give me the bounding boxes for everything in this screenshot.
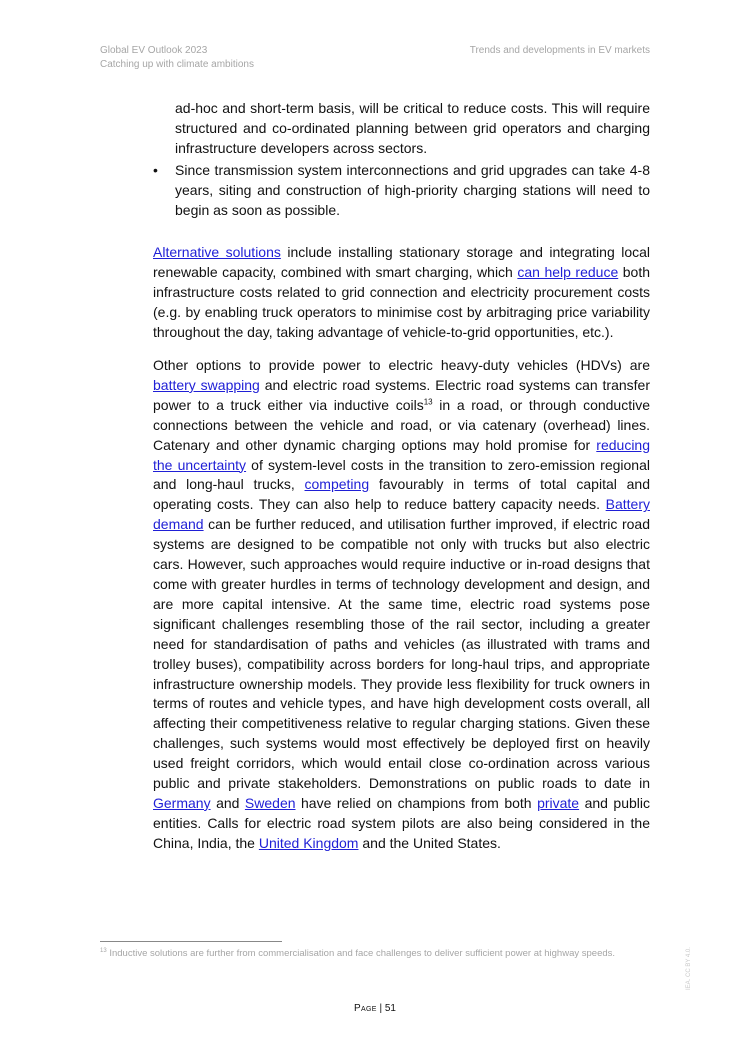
paragraph-other-options	[153, 356, 650, 854]
text-span: and the United States.	[358, 834, 501, 851]
running-header-right: Trends and developments in EV markets	[469, 45, 650, 56]
footnote	[100, 948, 615, 960]
link-battery-demand[interactable]: Battery demand	[153, 496, 650, 533]
text-span: can be further reduced, and utilisation further improved, if electric road systems are designed to be compatible not only with trucks but also electric cars. However, such approaches would require inductive or in-road designs that come with greater hurdles in terms of technology development and design, and are more capital intensive. At the same time, electric road systems pose significant challenges resembling those of the rail sector, including a greater need for standardisation of paths and vehicles (as illustrated with trams and trolley buses), compatibility across borders for long-haul trips, and appropriate infrastructure ownership models. They provide less flexibility for truck owners in terms of routes and vehicle types, and have high development costs overall, all affecting their competitiveness relative to regular charging stations. Given these challenges, such systems would most effectively be deployed first on heavily used freight corridors, which would entail close co-ordination across various public and private stakeholders. Demonstrations on public roads to date in	[153, 516, 650, 792]
running-header-left	[100, 44, 254, 72]
page-number	[0, 1003, 750, 1014]
footnote-text: Inductive solutions are further from commercialisation and face challenges to deliver sufficient power at highway speeds.	[106, 948, 616, 959]
text-span: include installing stationary storage and integrating local renewable capacity, combined with smart charging, which	[153, 244, 650, 280]
text-span: Other options to provide power to electric heavy-duty vehicles (HDVs) are	[153, 357, 650, 373]
bullet-text: Since transmission system interconnections and grid upgrades can take 4-8 years, siting and construction of high-priority charging stations will need to begin as soon as possible.	[175, 162, 650, 218]
text-span: both infrastructure costs related to grid connection and electricity procurement costs (e.g. by enabling truck operators to minimise cost by arbitraging price variability throughout the day, taking advantage of vehicle-to-grid opportunities, etc.).	[153, 263, 650, 340]
page-separator: |	[376, 1003, 385, 1014]
text-span: favourably in terms of total capital and operating costs. They can also help to reduce battery capacity needs.	[153, 476, 650, 513]
text-span: and	[210, 794, 245, 811]
text-span: in a road, or through conductive connections between the vehicle and road, or via catenary (overhead) lines. Catenary and other dynamic charging options may hold promise for	[153, 396, 650, 453]
text-span: have relied on champions from both	[295, 794, 538, 811]
link-competing[interactable]: competing	[304, 476, 370, 493]
report-subtitle: Catching up with climate ambitions	[100, 59, 254, 70]
text-span: of system-level costs in the transition to zero-emission regional and long-haul trucks,	[153, 456, 650, 493]
text-span: and electric road systems. Electric road systems can transfer power to a truck either via inductive coils	[153, 376, 651, 413]
footnote-number: 13	[100, 947, 107, 954]
bullet-item	[153, 161, 650, 221]
link-alternative-solutions[interactable]: Alternative solutions	[153, 244, 281, 260]
bullet-marker: •	[153, 162, 158, 178]
link-private[interactable]: private	[537, 794, 580, 811]
report-title: Global EV Outlook 2023	[100, 45, 208, 56]
link-can-help-reduce[interactable]: can help reduce	[517, 263, 619, 280]
footnote-reference: 13	[423, 397, 433, 407]
text-span: and public entities. Calls for electric road system pilots are also being considered in the China, India, the	[153, 794, 651, 851]
link-germany[interactable]: Germany	[153, 794, 211, 811]
footnote-divider	[100, 941, 282, 942]
page-label: Page	[354, 1003, 377, 1014]
link-battery-swapping[interactable]: battery swapping	[153, 376, 260, 393]
license-note: IEA. CC BY 4.0.	[686, 947, 692, 990]
link-reducing-the-uncertainty[interactable]: reducing the uncertainty	[153, 436, 650, 473]
page-number-value: 51	[384, 1003, 396, 1014]
paragraph-alternative-solutions	[153, 243, 650, 343]
link-sweden[interactable]: Sweden	[244, 794, 296, 811]
link-united-kingdom[interactable]: United Kingdom	[258, 834, 359, 851]
continued-bullet-text: ad-hoc and short-term basis, will be critical to reduce costs. This will require structured and co-ordinated planning between grid operators and charging infrastructure developers across sectors.	[175, 100, 650, 156]
